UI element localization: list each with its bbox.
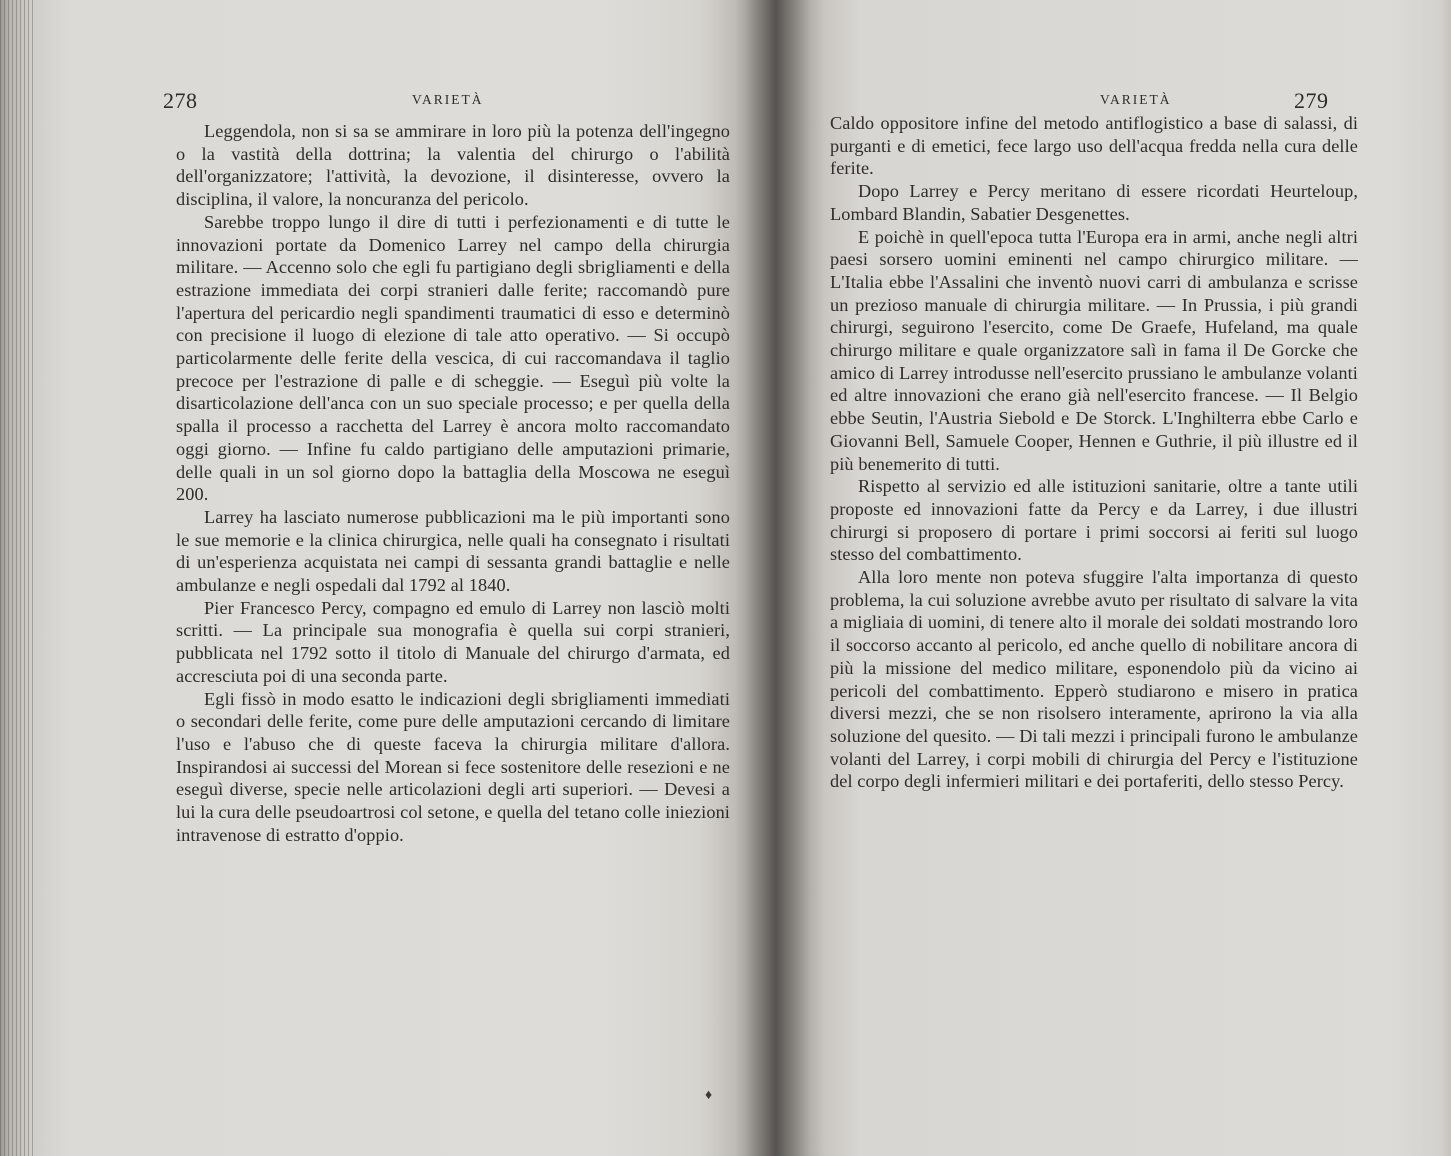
page-mark: ♦ xyxy=(705,1088,713,1103)
paragraph: Alla loro mente non poteva sfuggire l'alta importanza di questo problema, la cui soluzione avrebbe avuto per risultato di salvare la vita a migliaia di uomini, di tenere alto il morale dei soldati mostrando loro il soccorso accanto al pericolo, ed anche quello di nobilitare ancora di più la missione del medico militare, esponendolo più da vicino ai pericoli del combattimento. Epperò studiarono e misero in pratica diversi mezzi, che se non risolsero interamente, aprirono la via alla soluzione del quesito. — Di tali mezzi i principali furono le ambulanze volanti del Larrey, i corpi mobili di chirurgia del Percy e l'istituzione del corpo degli infermieri militari e dei portaferiti, dello stesso Percy. xyxy=(830,567,1358,792)
paragraph: Leggendola, non si sa se ammirare in loro più la potenza dell'ingegno o la vastità della dottrina; la valentia del chirurgo o l'abilità dell'organizzatore; l'attività, la devozione, il disinteresse, ovvero la disciplina, il valore, la noncuranza del pericolo. xyxy=(176,121,730,210)
paragraph: E poichè in quell'epoca tutta l'Europa era in armi, anche negli altri paesi sorsero uomini eminenti nel campo chirurgico militare. — L'Italia ebbe l'Assalini che inventò nuovi carri di ambulanza e scrisse un prezioso manuale di chirurgia militare. — In Prussia, i più grandi chirurgi, seguirono l'esercito, come De Graefe, Hufeland, ma quale chirurgo militare e quale organizzatore salì in fama il De Gorcke che amico di Larrey introdusse nell'esercito prussiano le ambulanze volanti ed altre innovazioni che erano già nell'esercito francese. — Il Belgio ebbe Seutin, l'Austria Siebold e De Storck. L'Inghilterra ebbe Carlo e Giovanni Bell, Samuele Cooper, Hennen e Guthrie, il più illustre ed il più benemerito di tutti. xyxy=(830,226,1358,474)
right-page xyxy=(780,0,1451,1156)
page-body xyxy=(176,120,730,847)
running-title: VARIETÀ xyxy=(1100,92,1172,107)
page-number: 279 xyxy=(1294,88,1329,113)
paragraph: Larrey ha lasciato numerose pubblicazioni ma le più importanti sono le sue memorie e la clinica chirurgica, nelle quali ha consegnato i risultati di un'esperienza acquistata nei campi di sessanta grandi battaglie e nelle ambulanze e negli ospedali dal 1792 al 1840. xyxy=(176,506,730,596)
paragraph: Rispetto al servizio ed alle istituzioni sanitarie, oltre a tante utili proposte ed innovazioni fatte da Percy e da Larrey, i due illustri chirurgi si proposero di portare i primi soccorsi ai feriti sul luogo stesso del combattimento. xyxy=(830,476,1358,565)
running-title: VARIETÀ xyxy=(412,92,484,107)
paragraph: Caldo oppositore infine del metodo antiflogistico a base di salassi, di purganti e di emetici, fece largo uso dell'acqua fredda nella cura delle ferite. xyxy=(830,113,1358,179)
paragraph: Sarebbe troppo lungo il dire di tutti i perfezionamenti e di tutte le innovazioni portate da Domenico Larrey nel campo della chirurgia militare. — Accenno solo che egli fu partigiano degli sbrigliamenti e della estrazione immediata dei corpi stranieri dalle ferite; raccomandò pure l'apertura del pericardio negli spandimenti traumatici di esso e determinò con precisione il luogo di elezione di tale atto operativo. — Si occupò particolarmente delle ferite della vescica, di cui raccomandava il taglio precoce per l'estrazione di palle e di scheggie. — Eseguì più volte la disarticolazione dell'anca con un suo speciale processo; e per quella della spalla il processo a racchetta del Larrey è ancora molto raccomandato oggi giorno. — Infine fu caldo partigiano delle amputazioni primarie, delle quali in un sol giorno dopo la battaglia della Moscowa ne eseguì 200. xyxy=(176,211,730,505)
page-number: 278 xyxy=(163,88,198,113)
paragraph: Pier Francesco Percy, compagno ed emulo di Larrey non lasciò molti scritti. — La principale sua monografia è quella sui corpi stranieri, pubblicata nel 1792 sotto il titolo di Manuale del chirurgo d'armata, ed accresciuta poi di una seconda parte. xyxy=(176,597,730,686)
page-body xyxy=(830,112,1358,793)
paragraph: Egli fissò in modo esatto le indicazioni degli sbrigliamenti immediati o secondari delle ferite, come pure delle amputazioni cercando di limitare l'uso e l'abuso che di queste faceva la chirurgia militare d'allora. Inspirandosi ai successi del Morean si fece sostenitore delle resezioni e ne eseguì diverse, specie nelle articolazioni degli arti superiori. — Devesi a lui la cura delle pseudoartrosi col setone, e quella del tetano colle iniezioni intravenose di estratto d'oppio. xyxy=(176,688,730,845)
paragraph: Dopo Larrey e Percy meritano di essere ricordati Heurteloup, Lombard Blandin, Sabatier Desgenettes. xyxy=(830,181,1358,224)
